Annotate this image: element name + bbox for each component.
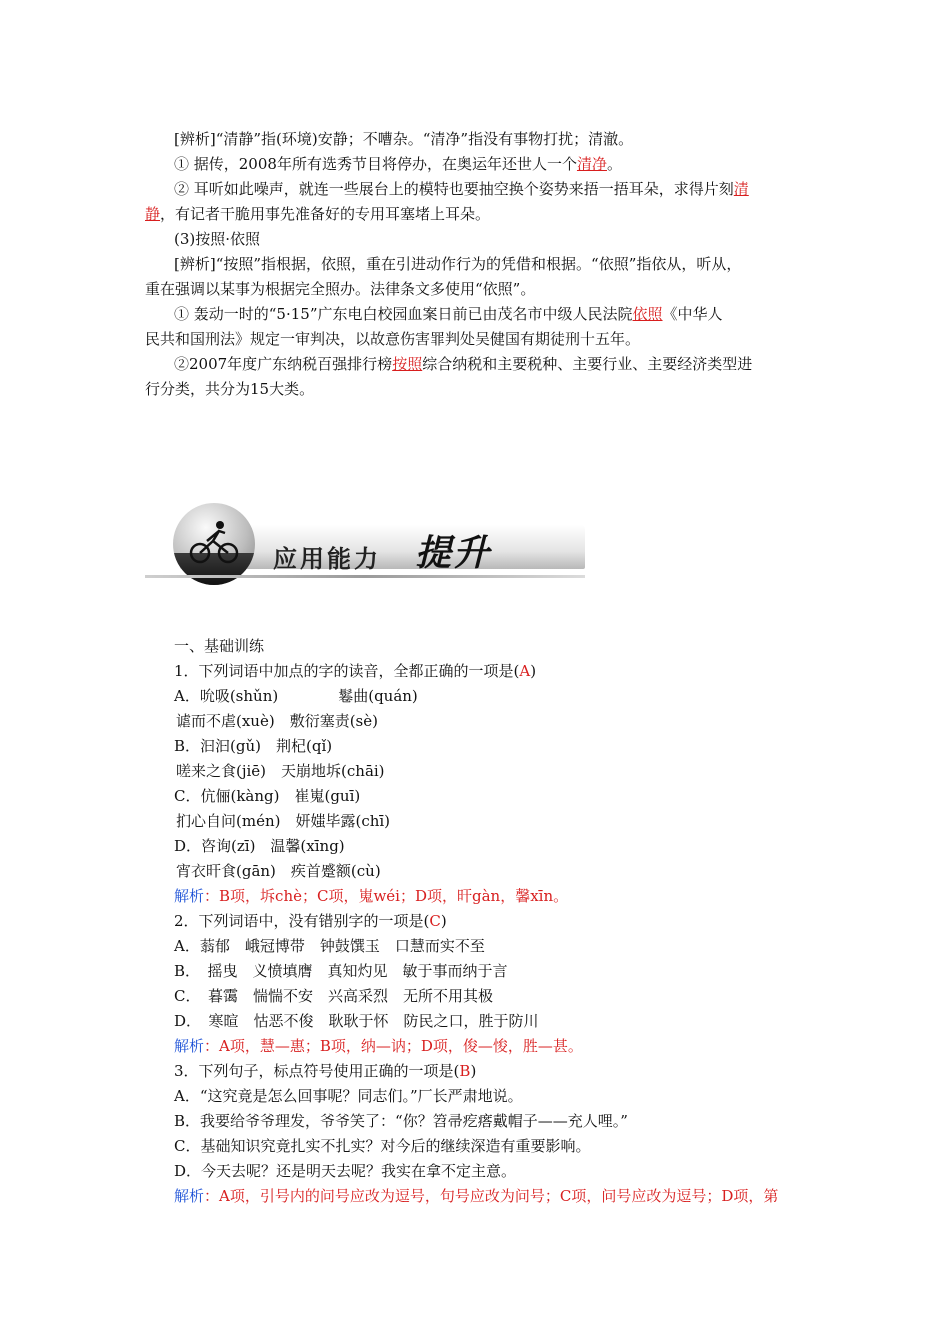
q3-option-a: A．“这究竟是怎么回事呢？同志们。”厂长严肃地说。 bbox=[174, 1087, 523, 1105]
q1-explanation: 解析：B项，坼chè；C项，嵬wéi；D项，旰gàn，馨xīn。 bbox=[174, 887, 569, 905]
q1-option-d: D．咨询(zī) 温馨(xīng) bbox=[174, 837, 345, 855]
q1-option-b-cont: 嗟来之食(jiē) 天崩地坼(chāi) bbox=[176, 762, 385, 780]
banner-underline bbox=[145, 575, 585, 578]
section-banner bbox=[145, 495, 585, 581]
q2-option-a: A．蓊郁 峨冠博带 钟鼓馔玉 口慧而实不至 bbox=[174, 937, 485, 955]
q2-option-d: D． 寒暄 怙恶不俊 耿耿于怀 防民之口，胜于防川 bbox=[174, 1012, 539, 1030]
example-qingjing-2-cont: 静，有记者干脆用事先准备好的专用耳塞堵上耳朵。 bbox=[145, 205, 491, 223]
question-1: 1．下列词语中加点的字的读音，全都正确的一项是(A) bbox=[174, 662, 537, 680]
question-3: 3．下列句子，标点符号使用正确的一项是(B) bbox=[174, 1062, 477, 1080]
q1-option-d-cont: 宵衣旰食(gān) 疾首蹙额(cù) bbox=[176, 862, 381, 880]
q1-option-a-cont: 谑而不虐(xuè) 敷衍塞责(sè) bbox=[176, 712, 378, 730]
q1-option-c: C．伉俪(kàng) 崔嵬(guī) bbox=[174, 787, 361, 805]
example-qingjing-2: ② 耳听如此噪声，就连一些展台上的模特也要抽空换个姿势来捂一捂耳朵，求得片刻清 bbox=[174, 180, 749, 198]
q3-option-b: B．我要给爷爷理发，爷爷笑了：“你？笤帚疙瘩戴帽子——充人哩。” bbox=[174, 1112, 628, 1130]
example-anzhao: ②2007年度广东纳税百强排行榜按照综合纳税和主要税种、主要行业、主要经济类型进 bbox=[174, 355, 753, 373]
q2-option-b: B． 摇曳 义愤填膺 真知灼见 敏于事而纳于言 bbox=[174, 962, 508, 980]
banner-title-emphasis: 提升 bbox=[415, 533, 492, 574]
analysis-anzhao-cont: 重在强调以某事为根据完全照办。法律条文多使用“依照”。 bbox=[145, 280, 536, 298]
q3-option-c: C．基础知识究竟扎实不扎实？对今后的继续深造有重要影响。 bbox=[174, 1137, 591, 1155]
analysis-anzhao: [辨析]“按照”指根据，依照，重在引进动作行为的凭借和根据。“依照”指依从，听从， bbox=[174, 255, 742, 273]
analysis-qingjing: [辨析]“清静”指(环境)安静；不嘈杂。“清净”指没有事物打扰；清澈。 bbox=[174, 130, 634, 148]
q1-option-a: A．吮吸(shǔn) 鬈曲(quán) bbox=[174, 687, 418, 705]
banner-title: 应用能力 bbox=[273, 545, 381, 573]
q2-explanation: 解析：A项，慧—惠；B项，纳—讷；D项，俊—悛，胜—甚。 bbox=[174, 1037, 583, 1055]
example-yizhao-cont: 民共和国刑法》规定一审判决，以故意伤害罪判处吴健国有期徒刑十五年。 bbox=[145, 330, 641, 348]
q1-option-c-cont: 扪心自问(mén) 妍媸毕露(chī) bbox=[176, 812, 391, 830]
q2-option-c: C． 暮霭 惴惴不安 兴高采烈 无所不用其极 bbox=[174, 987, 493, 1005]
example-qingjing-1: ① 据传，2008年所有选秀节目将停办，在奥运年还世人一个清净。 bbox=[174, 155, 622, 173]
example-anzhao-cont: 行分类，共分为15大类。 bbox=[145, 380, 315, 398]
q3-explanation: 解析：A项，引号内的问号应改为逗号，句号应改为问号；C项，问号应改为逗号；D项，第 bbox=[174, 1187, 779, 1205]
subheading-anzhao-yizhao: (3)按照·依照 bbox=[174, 230, 261, 248]
q3-option-d: D．今天去呢？还是明天去呢？我实在拿不定主意。 bbox=[174, 1162, 517, 1180]
question-2: 2．下列词语中，没有错别字的一项是(C) bbox=[174, 912, 447, 930]
example-yizhao: ① 轰动一时的“5·15”广东电白校园血案日前已由茂名市中级人民法院依照《中华人 bbox=[174, 305, 723, 323]
q1-option-b: B．汩汩(gǔ) 荆杞(qǐ) bbox=[174, 737, 333, 755]
section-heading: 一、基础训练 bbox=[174, 637, 265, 655]
cyclist-icon bbox=[173, 503, 255, 585]
